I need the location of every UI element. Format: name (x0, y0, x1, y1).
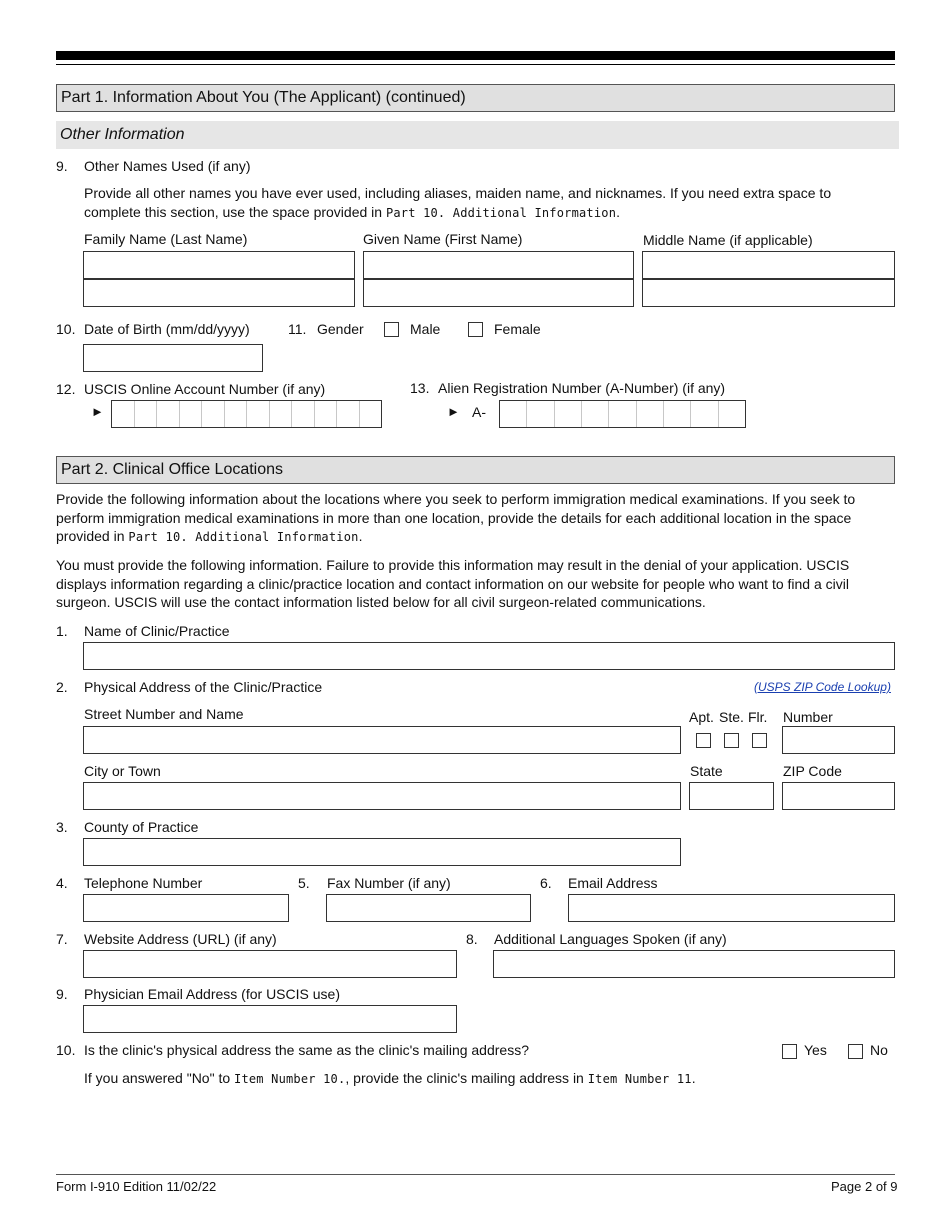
middle-name-label: Middle Name (if applicable) (643, 232, 813, 248)
gender-label: Gender (317, 321, 364, 337)
usps-zip-lookup-link[interactable]: (USPS ZIP Code Lookup) (754, 680, 891, 694)
same-address-no-checkbox[interactable] (848, 1044, 863, 1059)
same-address-yes-checkbox[interactable] (782, 1044, 797, 1059)
a-number-arrow-icon: ► (447, 404, 460, 419)
male-checkbox[interactable] (384, 322, 399, 337)
same-address-question: Is the clinic's physical address the same as the clinic's mailing address? (84, 1042, 529, 1058)
q13-number: 13. (410, 380, 430, 396)
male-label: Male (410, 321, 441, 337)
other-names-label: Other Names Used (if any) (84, 158, 251, 174)
a-number-prefix: A- (472, 404, 486, 420)
p2-q10-number: 10. (56, 1042, 76, 1058)
part2-intro-1: Provide the following information about the locations where you seek to perform immigration medical examinations. If you seek to perform immigration medical examinations in more than one location, provide the details for each additional location in the space provided in Part 10. Additional Information. (56, 491, 856, 544)
p2-q6-number: 6. (540, 875, 552, 891)
other-names-instructions: Provide all other names you have ever used, including aliases, maiden name, and nicknames. If you need extra space to complete this section, use the space provided in Part 10. Additional Information. (84, 185, 832, 220)
footer-rule (56, 1174, 895, 1175)
part2-intro-2: You must provide the following information. Failure to provide this information may result in the denial of your application. USCIS displays information regarding a clinic/practice location and contact information on our website for people who want to find a civil surgeon. USCIS will use the contact information listed below for all civil surgeon-related communications. (56, 557, 850, 610)
middle-name-input-2[interactable] (642, 279, 895, 307)
website-input[interactable] (83, 950, 457, 978)
other-information-header: Other Information (56, 121, 899, 149)
clinic-name-label: Name of Clinic/Practice (84, 623, 230, 639)
same-address-yes-label: Yes (804, 1042, 827, 1058)
q12-number: 12. (56, 381, 76, 397)
zip-label: ZIP Code (783, 763, 842, 779)
form-edition: Form I-910 Edition 11/02/22 (56, 1179, 217, 1194)
street-input[interactable] (83, 726, 681, 754)
p2-q4-number: 4. (56, 875, 68, 891)
q9-number: 9. (56, 158, 68, 174)
q11-number: 11. (288, 321, 307, 337)
a-number-label: Alien Registration Number (A-Number) (if any) (438, 380, 726, 396)
unit-number-input[interactable] (782, 726, 895, 754)
date-of-birth-input[interactable] (83, 344, 263, 372)
q10-number: 10. (56, 321, 76, 337)
email-input[interactable] (568, 894, 895, 922)
ste-checkbox[interactable] (724, 733, 739, 748)
physical-address-label: Physical Address of the Clinic/Practice (84, 679, 323, 695)
city-label: City or Town (84, 763, 161, 779)
languages-input[interactable] (493, 950, 895, 978)
top-rule-thick (56, 51, 895, 60)
female-checkbox[interactable] (468, 322, 483, 337)
apt-checkbox[interactable] (696, 733, 711, 748)
p2-q7-number: 7. (56, 931, 68, 947)
p2-q3-number: 3. (56, 819, 68, 835)
a-number-input[interactable] (499, 400, 746, 428)
languages-label: Additional Languages Spoken (if any) (494, 931, 727, 947)
p2-q9-number: 9. (56, 986, 68, 1002)
state-select[interactable] (689, 782, 774, 810)
clinic-name-input[interactable] (83, 642, 895, 670)
p2-q5-number: 5. (298, 875, 310, 891)
state-label: State (690, 763, 723, 779)
fax-input[interactable] (326, 894, 531, 922)
date-of-birth-label: Date of Birth (mm/dd/yyyy) (84, 321, 250, 337)
given-name-label: Given Name (First Name) (363, 231, 523, 247)
uscis-account-arrow-icon: ► (91, 404, 104, 419)
given-name-input-1[interactable] (363, 251, 634, 279)
same-address-followup: If you answered "No" to Item Number 10., provide the clinic's mailing address in Item Number 11. (84, 1070, 696, 1086)
part2-header: Part 2. Clinical Office Locations (56, 456, 895, 484)
website-label: Website Address (URL) (if any) (84, 931, 277, 947)
apt-label: Apt. (689, 709, 714, 725)
family-name-input-1[interactable] (83, 251, 355, 279)
part1-header: Part 1. Information About You (The Applicant) (continued) (56, 84, 895, 112)
flr-checkbox[interactable] (752, 733, 767, 748)
p2-q8-number: 8. (466, 931, 478, 947)
ste-label: Ste. (719, 709, 744, 725)
top-rule-thin (56, 64, 895, 65)
email-label: Email Address (568, 875, 658, 891)
uscis-account-input[interactable] (111, 400, 382, 428)
city-input[interactable] (83, 782, 681, 810)
given-name-input-2[interactable] (363, 279, 634, 307)
middle-name-input-1[interactable] (642, 251, 895, 279)
county-label: County of Practice (84, 819, 199, 835)
telephone-label: Telephone Number (84, 875, 203, 891)
zip-input[interactable] (782, 782, 895, 810)
p2-q2-number: 2. (56, 679, 68, 695)
telephone-input[interactable] (83, 894, 289, 922)
p2-q1-number: 1. (56, 623, 68, 639)
family-name-input-2[interactable] (83, 279, 355, 307)
county-input[interactable] (83, 838, 681, 866)
unit-number-label: Number (783, 709, 833, 725)
uscis-account-label: USCIS Online Account Number (if any) (84, 381, 326, 397)
female-label: Female (494, 321, 541, 337)
physician-email-input[interactable] (83, 1005, 457, 1033)
same-address-no-label: No (870, 1042, 888, 1058)
fax-label: Fax Number (if any) (327, 875, 451, 891)
physician-email-label: Physician Email Address (for USCIS use) (84, 986, 340, 1002)
page-number: Page 2 of 9 (831, 1179, 898, 1194)
family-name-label: Family Name (Last Name) (84, 231, 248, 247)
flr-label: Flr. (748, 709, 768, 725)
street-label: Street Number and Name (84, 706, 244, 722)
